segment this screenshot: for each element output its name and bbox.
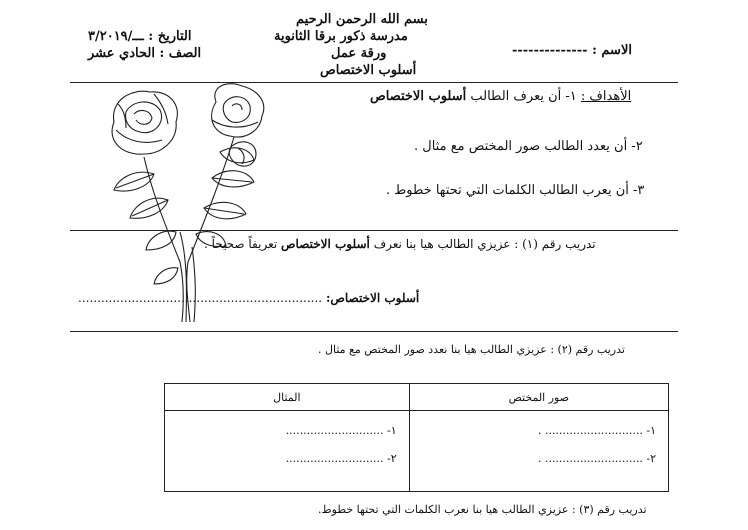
rose-icon <box>92 82 282 322</box>
col-example-header: المثال <box>165 384 410 411</box>
topic-title: أسلوب الاختصاص <box>320 63 417 78</box>
basmala: بسم الله الرحمن الرحيم <box>296 12 428 27</box>
objectives-label: الأهداف : <box>580 89 632 104</box>
objective-1-text: ١- أن يعرف الطالب <box>470 89 577 104</box>
objective-2: ٢- أن يعدد الطالب صور المختص مع مثال . <box>414 139 643 154</box>
date-value: ـــ/٣/٢٠١٩ <box>88 29 144 44</box>
example-line-1: ١- ............................ <box>285 424 397 437</box>
objective-3: ٣- أن يعرب الطالب الكلمات التي تحتها خطوط . <box>386 183 645 198</box>
table-row <box>165 411 669 492</box>
form-line-1: ١- ............................ . <box>537 424 656 437</box>
class-label: الصف : <box>159 46 202 61</box>
exercise-1-prompt <box>204 237 596 251</box>
example-line-2: ٢- ............................ <box>285 452 397 465</box>
objectives-divider <box>70 230 678 231</box>
exercise-1-suffix: تعريفاً صحيحاً . <box>204 237 278 251</box>
name-label: الاسم : <box>592 43 632 58</box>
name-blank: -------------- <box>512 43 588 58</box>
class-value: الحادي عشر <box>88 46 155 61</box>
answer-label: أسلوب الاختصاص: <box>325 291 420 305</box>
table-header-row <box>165 384 669 411</box>
examples-cell[interactable] <box>165 411 410 492</box>
exercise-1-divider <box>70 331 678 332</box>
school-name: مدرسة ذكور برقا الثانوية <box>274 29 408 44</box>
date-field <box>88 29 191 44</box>
forms-cell[interactable] <box>409 411 668 492</box>
name-field <box>512 43 632 58</box>
exercise-1-prefix: تدريب رقم (١) : عزيزي الطالب هيا بنا نعرف <box>373 237 596 251</box>
forms-table <box>164 383 669 492</box>
date-label: التاريخ : <box>148 29 192 44</box>
col-forms-header: صور المختص <box>409 384 668 411</box>
exercise-2-prompt: تدريب رقم (٢) : عزيزي الطالب هيا بنا نعدد صور المختص مع مثال . <box>318 343 625 356</box>
objective-1-term: أسلوب الاختصاص <box>370 89 467 104</box>
answer-dots[interactable]: ................................................................ <box>78 291 323 305</box>
worksheet-title: ورقة عمل <box>331 46 387 61</box>
class-field <box>88 46 201 61</box>
form-line-2: ٢- ............................ . <box>537 452 656 465</box>
exercise-3-prompt: تدريب رقم (٣) : عزيزي الطالب هيا بنا نعرب الكلمات التي تحتها خطوط. <box>318 503 647 516</box>
exercise-1-answer <box>78 291 419 305</box>
objective-1 <box>370 89 631 104</box>
exercise-1-term: أسلوب الاختصاص <box>281 237 370 251</box>
